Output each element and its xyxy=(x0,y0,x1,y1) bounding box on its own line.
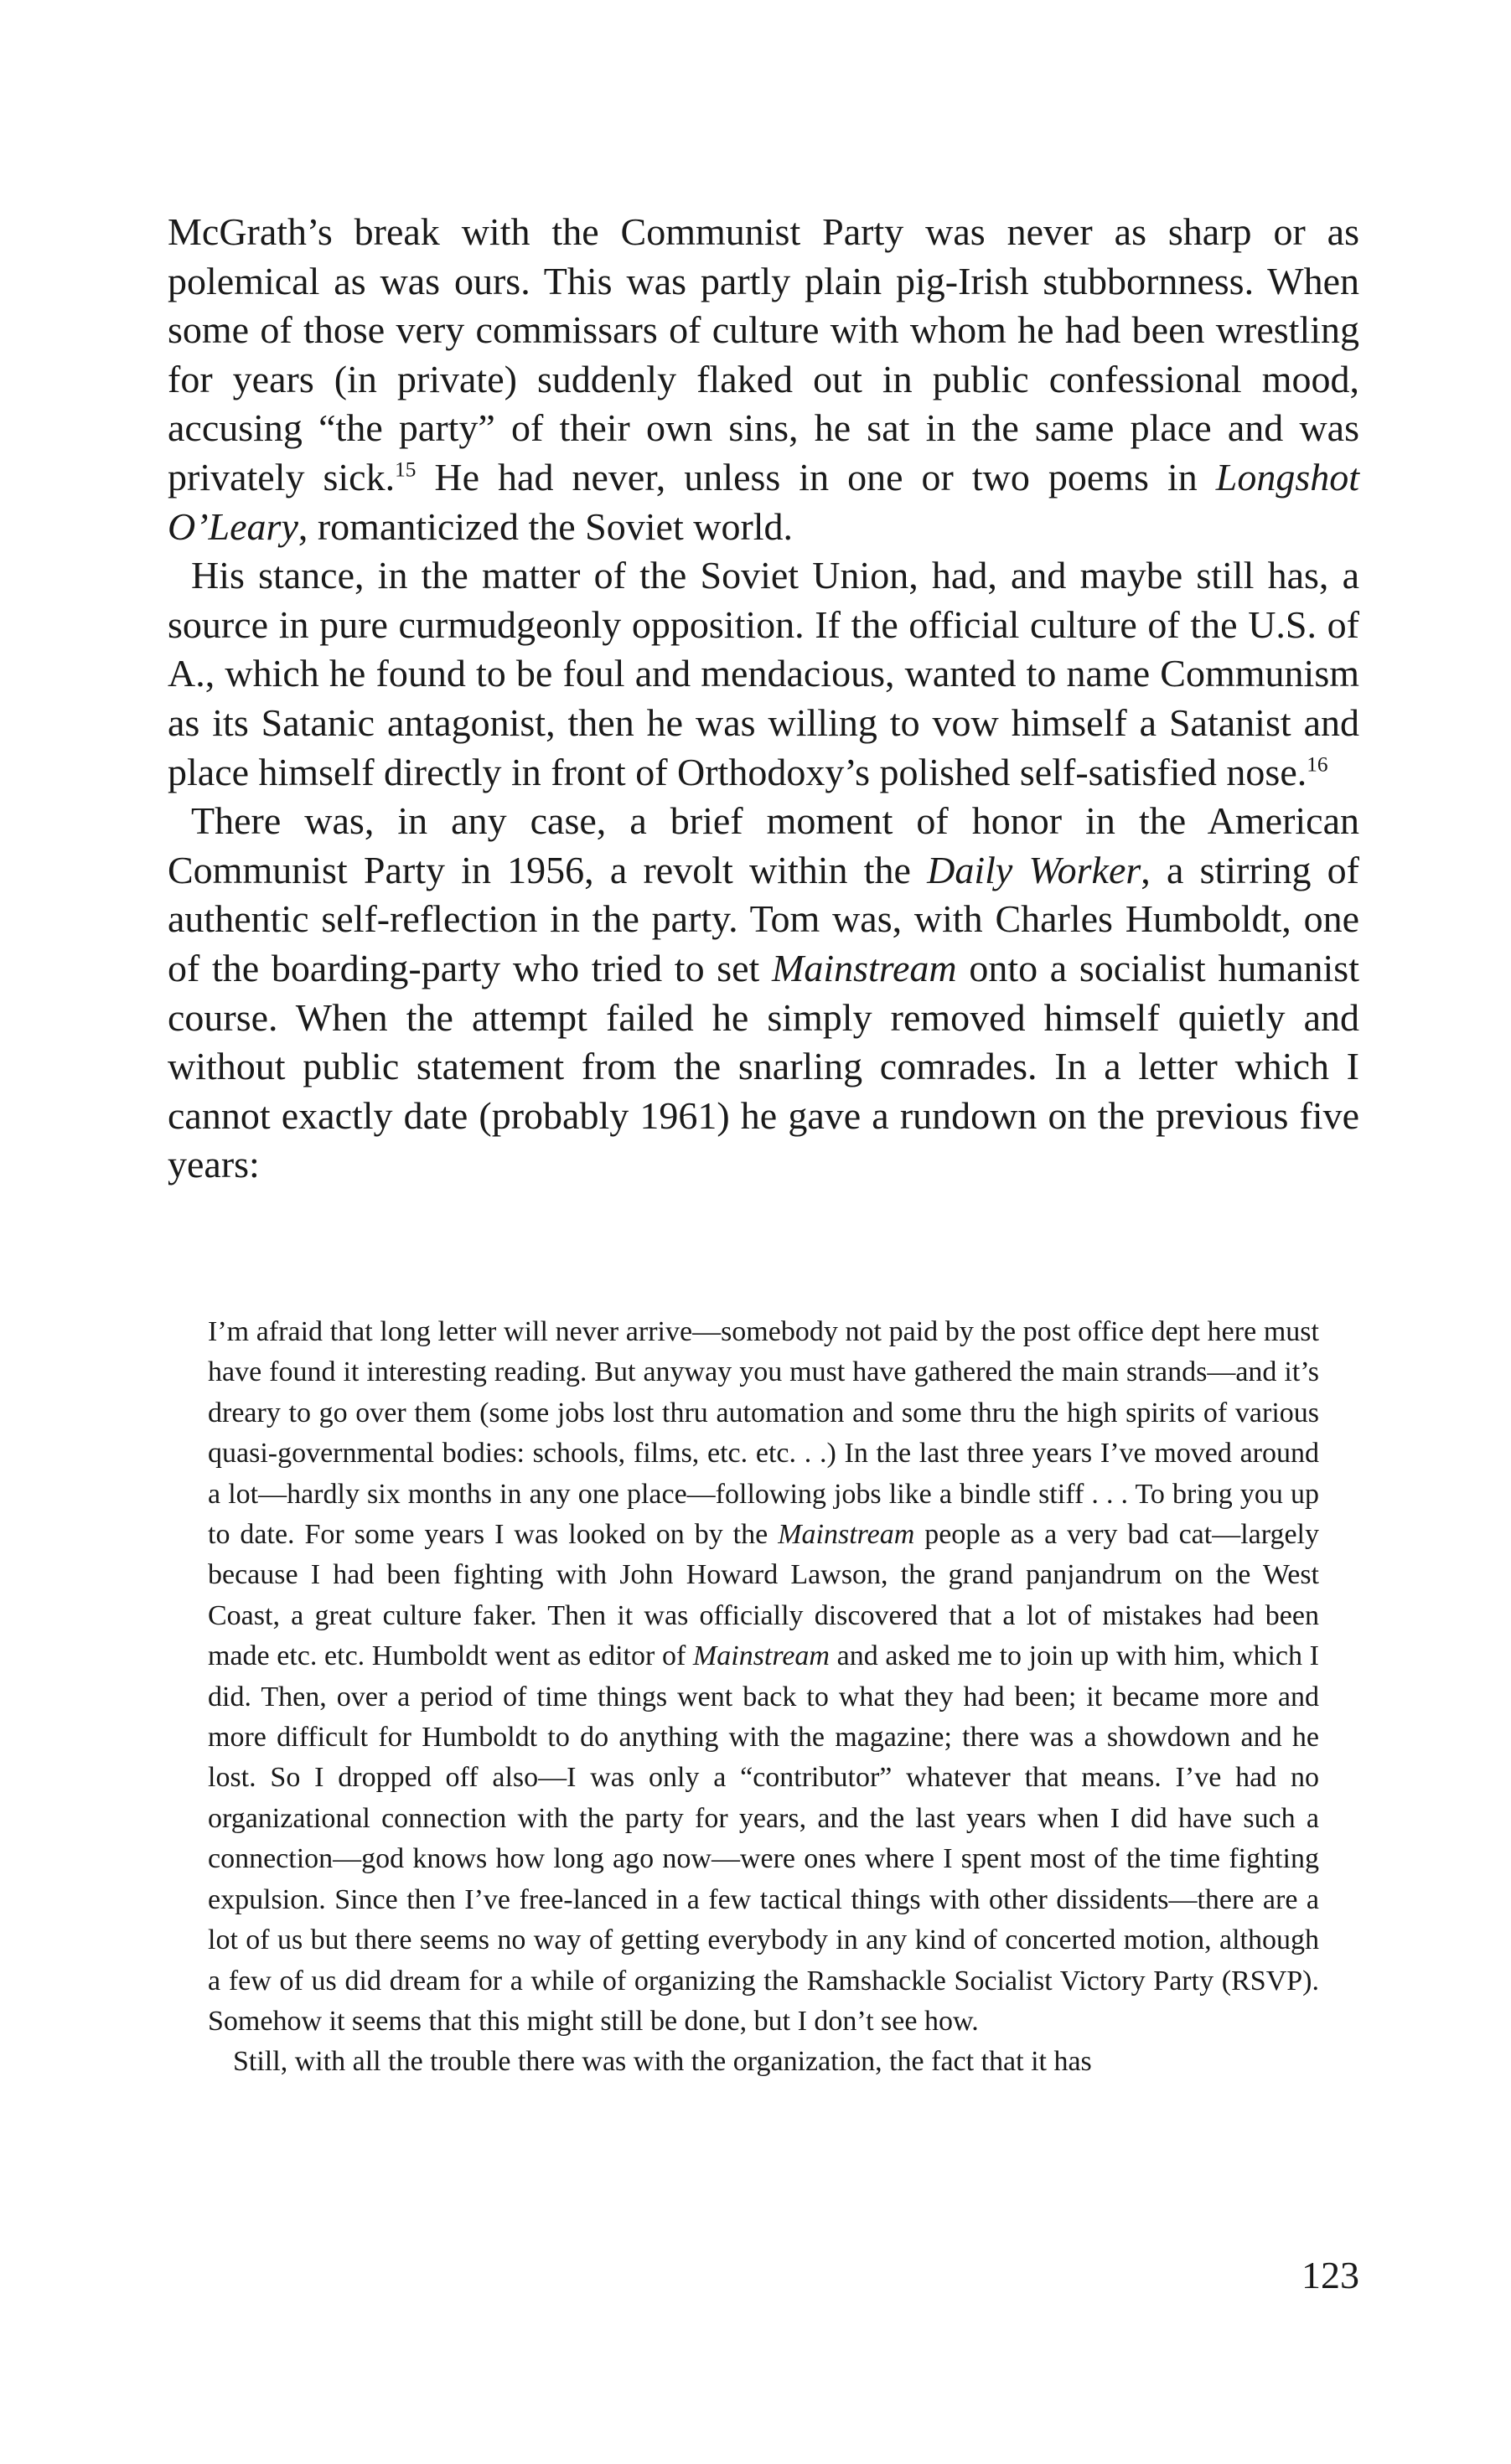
block-quote xyxy=(208,1312,1319,2083)
paragraph-1 xyxy=(168,208,1359,551)
quote-title-mainstream-1: Mainstream xyxy=(778,1519,915,1551)
footnote-ref-15: 15 xyxy=(395,457,417,482)
quote-text-c: and asked me to join up with him, which I did. Then, over a period of time things went back to what they had been; it became more and more difficult for Humboldt to do anything with the magazine; there was a showdown and he lost. So I dropped off also—I was only a “contributor” whatever that means. I’ve had no organizational connection with the party for years, and the last years when I did have such a connection—god knows how long ago now—were ones where I spent most of the time fighting expulsion. Since then I’ve free-lanced in a few tactical things with other dissidents—there are a lot of us but there seems no way of getting everybody in any kind of concerted motion, although a few of us did dream for a while of organizing the Ramshackle Socialist Victory Party (RSVP). Somehow it seems that this might still be done, but I don’t see how. xyxy=(208,1640,1319,2037)
quote-text-b: people as a very bad cat—largely because I had been fighting with John Howard Lawson, the grand panjandrum on the West Coast, a great culture faker. Then it was officially discovered that a lot of mistakes had been made etc. etc. Humboldt went as editor of xyxy=(208,1519,1319,1672)
quote-title-mainstream-2: Mainstream xyxy=(692,1640,830,1672)
page-number: 123 xyxy=(1301,2254,1359,2296)
quote-text-a: I’m afraid that long letter will never arrive—somebody not paid by the post office dept here must have found it interesting reading. But anyway you must have gathered the main strands—and it’s dreary to go over them (some jobs lost thru automation and some thru the high spirits of various quasi-governmental bodies: schools, films, etc. etc. . .) In the last three years I’ve moved around a lot—hardly six months in any one place—following jobs like a bindle stiff . . . To bring you up to date. For some years I was looked on by the xyxy=(208,1316,1319,1551)
book-title-longshot: Longshot O’Leary xyxy=(168,455,1360,548)
paragraph-2-text: His stance, in the matter of the Soviet Union, had, and maybe still has, a source in pure curmudgeonly opposition. If the official culture of the U.S. of A., which he found to be foul and mendacious, wanted to name Communism as its Satanic antagonist, then he was willing to vow himself a Satanist and place himself directly in front of Orthodoxy’s polished self-satisfied nose. xyxy=(168,554,1359,793)
paragraph-3-text-c: onto a socialist humanist course. When the attempt failed he simply removed himself quietly and without public statement from the snarling comrades. In a letter which I cannot exactly date (probably 1961) he gave a rundown on the previous five years: xyxy=(168,946,1359,1186)
quote-paragraph-2: Still, with all the trouble there was with the organization, the fact that it has xyxy=(233,2046,1092,2078)
footnote-ref-16: 16 xyxy=(1307,752,1328,777)
paragraph-1-text-a: McGrath’s break with the Communist Party was never as sharp or as polemical as was ours. This was partly plain pig-Irish stubbornness. When some of those very commissars of culture with whom he had been wrestling for years (in private) suddenly flaked out in public confessional mood, accusing “the party” of their own sins, he sat in the same place and was privately sick. xyxy=(168,210,1359,498)
paragraph-1-text-c: , romanticized the Soviet world. xyxy=(298,504,794,548)
title-mainstream: Mainstream xyxy=(772,946,957,989)
paragraph-3-text-a: There was, in any case, a brief moment of honor in the American Communist Party in 1956, a revolt within the xyxy=(168,799,1359,891)
title-daily-worker: Daily Worker xyxy=(927,848,1141,891)
main-text xyxy=(168,208,1359,1190)
paragraph-3 xyxy=(168,797,1359,1190)
paragraph-3-text-b: , a stirring of authentic self-reflection in the party. Tom was, with Charles Humboldt, one of the boarding-party who tried to set xyxy=(168,848,1359,989)
quote-paragraph-1 xyxy=(208,1312,1319,2042)
paragraph-1-text-b: He had never, unless in one or two poems in xyxy=(416,455,1216,498)
paragraph-2 xyxy=(168,551,1359,797)
